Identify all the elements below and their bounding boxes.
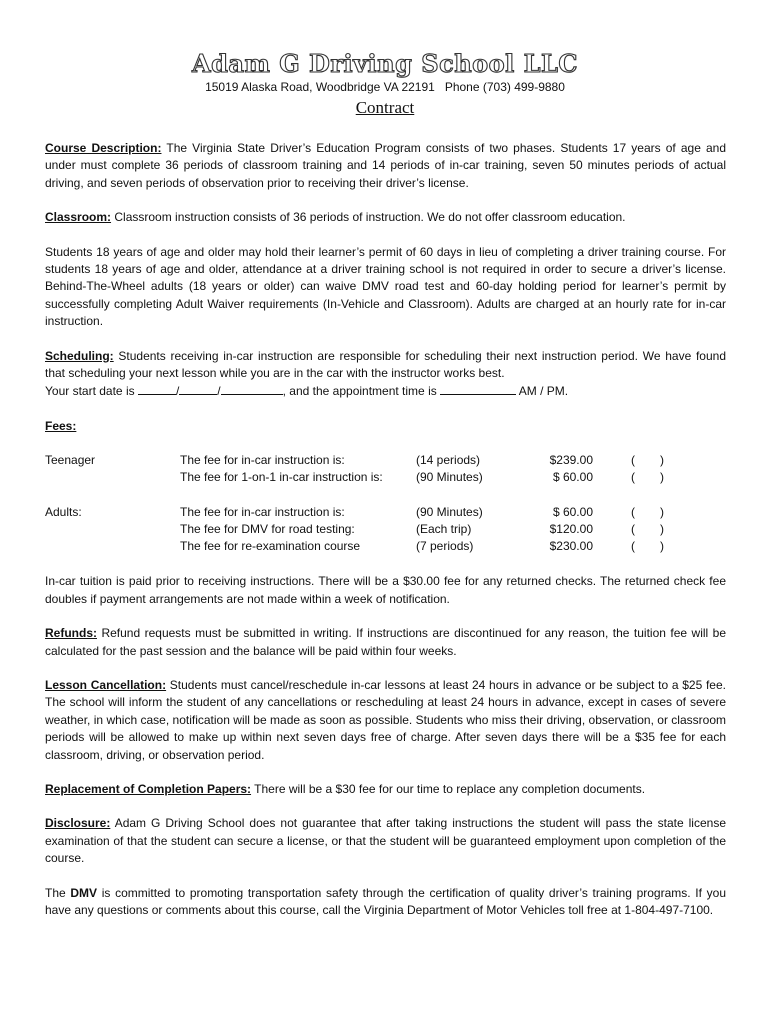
fee-row: The fee for DMV for road testing: (Each trip) $120.00 ( ): [45, 521, 726, 538]
fee-description: The fee for re-examination course: [180, 539, 361, 554]
fees-table: [45, 452, 726, 556]
fees-label: Fees:: [45, 418, 77, 433]
refunds-label: Refunds:: [45, 626, 97, 641]
document-header: [0, 0, 770, 119]
start-date-day-field[interactable]: [179, 382, 217, 395]
ampm-text: AM / PM.: [516, 384, 569, 399]
fee-description: The fee for in-car instruction is:: [180, 505, 345, 520]
dmv-prefix: The: [45, 885, 71, 900]
dmv-bold: DMV: [70, 885, 98, 900]
replacement-section: [45, 781, 726, 798]
date-slash-1: /: [175, 384, 180, 399]
classroom-text: Classroom instruction consists of 36 periods of instruction. We do not offer classroom education.: [111, 210, 626, 225]
fee-period: (90 Minutes): [416, 470, 483, 485]
fee-row: The fee for 1-on-1 in-car instruction is: (90 Minutes) $ 60.00 ( ): [45, 469, 726, 486]
disclosure-section: [45, 815, 726, 867]
lesson-cancellation-label: Lesson Cancellation:: [45, 677, 167, 692]
fee-period: (Each trip): [416, 522, 472, 537]
disclosure-label: Disclosure:: [45, 816, 111, 831]
start-date-year-field[interactable]: [221, 382, 283, 395]
replacement-text: There will be a $30 fee for our time to replace any completion documents.: [251, 781, 646, 796]
fee-amount: $120.00: [549, 522, 593, 537]
fee-amount: $ 60.00: [552, 505, 593, 520]
fee-row: Adults: The fee for in-car instruction is: (90 Minutes) $ 60.00 ( ): [45, 504, 726, 521]
fee-amount: $ 60.00: [552, 470, 593, 485]
school-phone: Phone (703) 499-9880: [444, 80, 565, 94]
scheduling-text: Students receiving in-car instruction are responsible for scheduling their next instruction period. We have found that scheduling your next lesson while you are in the car with the instructor works best.: [45, 348, 726, 381]
fee-group: Adults:: [45, 505, 82, 520]
course-description-section: [45, 140, 726, 192]
date-slash-2: /: [217, 384, 221, 399]
dmv-paragraph: [45, 885, 726, 920]
school-address: 15019 Alaska Road, Woodbridge VA 22191: [205, 80, 435, 94]
dmv-text: is committed to promoting transportation safety through the certification of quality driver’s training programs. If you have any questions or comments about this course, call the Virginia Department of Motor Vehicles toll free at 1-804-497-7100.: [45, 885, 726, 917]
tuition-paragraph: In-car tuition is paid prior to receiving instructions. There will be a $30.00 fee for any returned checks. The returned check fee doubles if payment arrangements are not made within a week of notification.: [45, 574, 726, 606]
fee-description: The fee for in-car instruction is:: [180, 453, 345, 468]
course-description-label: Course Description:: [45, 141, 162, 155]
appointment-text: , and the appointment time is: [282, 384, 441, 399]
fee-period: (90 Minutes): [416, 505, 483, 520]
fee-period: (7 periods): [416, 539, 474, 554]
course-description-text: The Virginia State Driver’s Education Program consists of two phases. Students 17 years of age and under must complete 36 periods of classroom training and 14 periods of in-car training, seven 50 minutes periods of actual driving, and seven periods of observation prior to receiving their driver’s license.: [45, 141, 726, 190]
fee-period: (14 periods): [416, 453, 481, 468]
contract-title: Contract: [355, 98, 415, 117]
fee-row: Teenager The fee for in-car instruction is: (14 periods) $239.00 ( ): [45, 452, 726, 469]
start-date-month-field[interactable]: [138, 382, 176, 395]
contract-body: [45, 140, 726, 936]
school-name: Adam G Driving School LLC: [191, 49, 578, 78]
fee-group: Teenager: [45, 453, 96, 468]
fee-description: The fee for 1-on-1 in-car instruction is:: [180, 470, 383, 485]
fees-heading: [45, 418, 726, 435]
lesson-cancellation-section: [45, 677, 726, 764]
classroom-label: Classroom:: [45, 210, 112, 225]
classroom-section: [45, 209, 726, 226]
fee-amount: $239.00: [549, 453, 593, 468]
fee-row: The fee for re-examination course (7 periods) $230.00 ( ): [45, 538, 726, 555]
lesson-cancellation-text: Students must cancel/reschedule in-car lessons at least 24 hours in advance or be subject to a $25 fee. The school will inform the student of any cancellations or rescheduling at least 24 hours in advance, except in cases of severe weather, in which case, notification will be made as soon as possible. Students who miss their driving, observation, or classroom periods will be allowed to make up within next seven days free of charge. After seven days there will be a $35 fee for each classroom, driving, or observation period.: [45, 677, 726, 762]
fee-description: The fee for DMV for road testing:: [180, 522, 355, 537]
appointment-time-field[interactable]: [440, 382, 516, 395]
refunds-section: [45, 625, 726, 660]
replacement-label: Replacement of Completion Papers:: [45, 781, 252, 796]
scheduling-label: Scheduling:: [45, 348, 114, 363]
address-line: [0, 79, 770, 95]
start-date-prefix: Your start date is: [45, 384, 138, 399]
fee-amount: $230.00: [549, 539, 593, 554]
refunds-text: Refund requests must be submitted in writing. If instructions are discontinued for any reason, the tuition fee will be calculated for the past session and the balance will be paid within four weeks.: [45, 626, 726, 658]
disclosure-text: Adam G Driving School does not guarantee that after taking instructions the student will pass the state license examination of that the student can secure a license, or that the student will be guaranteed employment upon completion of the course.: [45, 816, 726, 866]
scheduling-section: [45, 348, 726, 401]
adults-paragraph: Students 18 years of age and older may hold their learner’s permit of 60 days in lieu of completing a driver training course. For students 18 years of age and older, attendance at a driver training school is not required in order to secure a driver’s license. Behind-The-Wheel adults (18 years or older) can waive DMV road test and 60-day holding period for learner’s permit by successfully completing Adult Waiver requirements (In-Vehicle and Classroom). Adults are charged at an hourly rate for in-car instruction.: [45, 244, 726, 329]
